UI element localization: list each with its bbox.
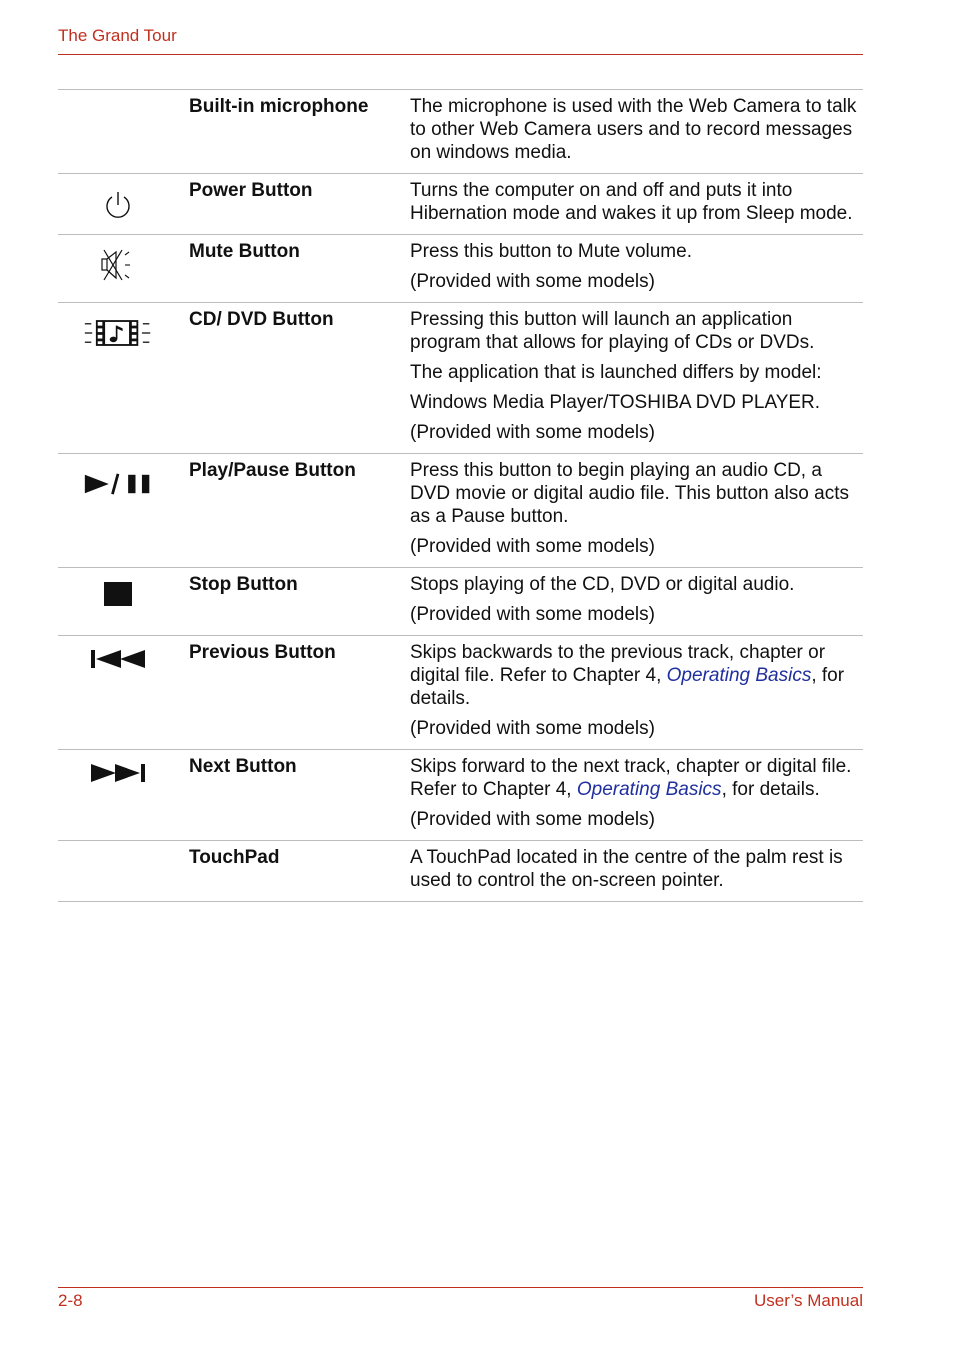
icon-cell xyxy=(58,841,187,901)
description-text: , for details. xyxy=(410,665,845,709)
term-label: Play/Pause Button xyxy=(189,460,356,481)
icon-cell xyxy=(58,174,187,234)
term-label: Built-in microphone xyxy=(189,96,369,117)
icon-cell xyxy=(58,750,187,840)
description-paragraph: (Provided with some models) xyxy=(410,718,655,739)
table-row xyxy=(58,89,863,173)
icon-cell xyxy=(58,568,187,635)
description xyxy=(410,90,863,173)
table-row xyxy=(58,234,863,302)
table-row xyxy=(58,840,863,902)
description-paragraph: (Provided with some models) xyxy=(410,809,655,830)
table-row xyxy=(58,453,863,567)
header-divider xyxy=(58,54,863,55)
description xyxy=(410,636,863,749)
icon-cell xyxy=(58,303,187,453)
term-label: Mute Button xyxy=(189,241,300,262)
term-label: Power Button xyxy=(189,180,313,201)
description-text: Skips forward to the next track, chapter or digital file. Refer to Chapter 4, xyxy=(410,756,852,800)
term-label: Previous Button xyxy=(189,642,336,663)
description-paragraph xyxy=(410,755,863,801)
description-paragraph: Stops playing of the CD, DVD or digital audio. xyxy=(410,574,795,595)
term-label: CD/ DVD Button xyxy=(189,309,334,330)
page-header-title: The Grand Tour xyxy=(58,26,177,45)
term-label: Stop Button xyxy=(189,574,298,595)
description-text: Skips backwards to the previous track, chapter or digital file. Refer to Chapter 4, xyxy=(410,642,826,686)
description xyxy=(410,303,863,453)
mute-icon xyxy=(83,248,153,282)
description xyxy=(410,841,863,901)
icon-cell xyxy=(58,90,187,173)
icon-cell xyxy=(58,454,187,567)
term-label: Next Button xyxy=(189,756,297,777)
description-paragraph xyxy=(410,641,863,710)
previous-track-icon xyxy=(83,642,153,676)
description-paragraph: (Provided with some models) xyxy=(410,536,655,557)
description xyxy=(410,454,863,567)
operating-basics-link[interactable]: Operating Basics xyxy=(576,779,722,800)
power-icon xyxy=(83,187,153,221)
description-paragraph: (Provided with some models) xyxy=(410,271,655,292)
description-text: , for details. xyxy=(721,779,820,800)
icon-cell xyxy=(58,235,187,302)
table-row xyxy=(58,567,863,635)
description xyxy=(410,568,863,635)
operating-basics-link[interactable]: Operating Basics xyxy=(666,665,812,686)
description-paragraph: The application that is launched differs by model: xyxy=(410,362,822,383)
next-track-icon xyxy=(83,756,153,790)
description-paragraph: Pressing this button will launch an application program that allows for playing of CDs or DVDs. xyxy=(410,309,815,353)
description-paragraph: A TouchPad located in the centre of the palm rest is used to control the on-screen pointer. xyxy=(410,847,843,891)
description-paragraph: Turns the computer on and off and puts it into Hibernation mode and wakes it up from Sleep mode. xyxy=(410,180,853,224)
description-paragraph: Windows Media Player/TOSHIBA DVD PLAYER. xyxy=(410,392,821,413)
description xyxy=(410,235,863,302)
description-paragraph: The microphone is used with the Web Camera to talk to other Web Camera users and to record messages on windows media. xyxy=(410,96,857,163)
manual-title: User’s Manual xyxy=(754,1291,863,1310)
feature-table xyxy=(58,89,863,902)
description xyxy=(410,174,863,234)
icon-cell xyxy=(58,636,187,749)
table-row xyxy=(58,173,863,234)
play-pause-icon xyxy=(83,467,153,501)
table-row xyxy=(58,302,863,453)
page-number: 2-8 xyxy=(58,1291,83,1310)
table-row xyxy=(58,749,863,840)
description-paragraph: Press this button to begin playing an audio CD, a DVD movie or digital audio file. This button also acts as a Pause button. xyxy=(410,460,849,527)
footer-divider xyxy=(58,1287,863,1288)
term-label: TouchPad xyxy=(189,847,280,868)
description-paragraph: (Provided with some models) xyxy=(410,422,655,443)
description xyxy=(410,750,863,840)
cd-dvd-icon xyxy=(83,316,153,350)
description-paragraph: (Provided with some models) xyxy=(410,604,655,625)
stop-icon xyxy=(83,577,153,611)
description-paragraph: Press this button to Mute volume. xyxy=(410,241,692,262)
table-row xyxy=(58,635,863,749)
